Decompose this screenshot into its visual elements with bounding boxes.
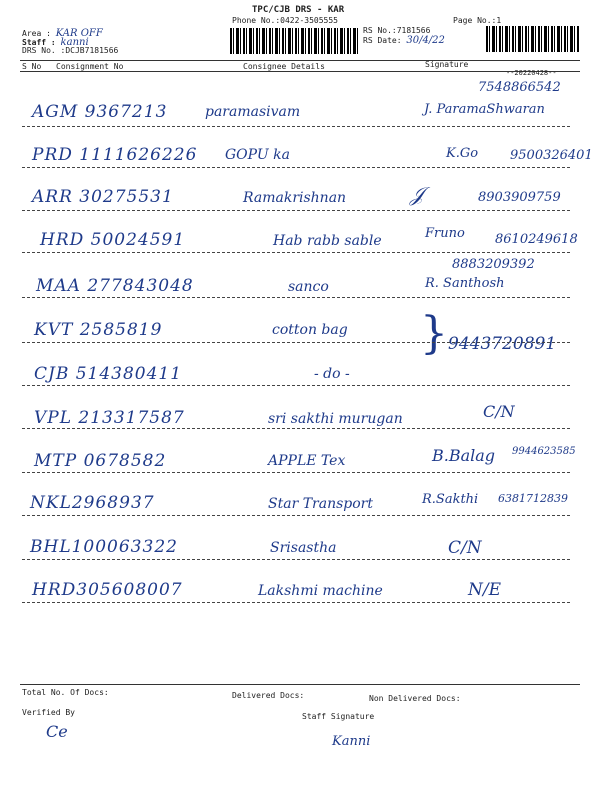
rs-date-value: 30/4/22 bbox=[406, 35, 445, 46]
consignee-name: sri sakthi murugan bbox=[268, 411, 403, 427]
non-delivered-docs-label: Non Delivered Docs: bbox=[369, 694, 461, 703]
consignment-number: ARR 30275531 bbox=[32, 187, 174, 207]
row-rule bbox=[22, 385, 570, 386]
consignment-number: PRD 1111626226 bbox=[32, 145, 198, 165]
row-rule bbox=[22, 559, 570, 560]
column-consignment: Consignment No bbox=[56, 62, 124, 71]
signature-text: N/E bbox=[468, 580, 502, 600]
row-rule bbox=[22, 297, 570, 298]
signature-text: B.Balag bbox=[432, 446, 496, 465]
phone-note: 7548866542 bbox=[478, 80, 561, 95]
rs-date-label: RS Date: bbox=[363, 36, 402, 45]
rs-number-field bbox=[363, 26, 430, 35]
brace-mark: } bbox=[420, 308, 448, 359]
rs-barcode bbox=[486, 26, 580, 52]
column-signature: Signature bbox=[425, 60, 469, 69]
consignment-number: MAA 277843048 bbox=[36, 276, 194, 296]
signature-text: K.Go bbox=[446, 146, 479, 161]
page-label: Page No.: bbox=[453, 16, 497, 25]
rs-date-field bbox=[363, 35, 445, 46]
consignment-number: MTP 0678582 bbox=[34, 451, 167, 471]
signature-text: Fruno bbox=[425, 226, 465, 241]
consignee-name: Ramakrishnan bbox=[243, 190, 347, 206]
phone-note: 8903909759 bbox=[478, 190, 561, 205]
consignee-name: APPLE Tex bbox=[268, 453, 346, 469]
consignee-name: - do - bbox=[314, 366, 350, 382]
column-consignee: Consignee Details bbox=[243, 62, 325, 71]
document-title: TPC/CJB DRS - KAR bbox=[252, 5, 345, 15]
consignee-name: Star Transport bbox=[268, 496, 373, 512]
phone-note: 9944623585 bbox=[512, 446, 576, 457]
phone-line bbox=[232, 16, 338, 25]
area-value: KAR OFF bbox=[55, 28, 103, 39]
consignment-number: AGM 9367213 bbox=[32, 102, 168, 122]
date-stamp: --20220428-- bbox=[506, 69, 557, 77]
delivered-docs-label: Delivered Docs: bbox=[232, 691, 305, 700]
phone-note: 8610249618 bbox=[495, 232, 578, 247]
page-value: 1 bbox=[496, 16, 502, 25]
phone-label: Phone No.: bbox=[232, 16, 281, 25]
consignment-number: HRD305608007 bbox=[32, 580, 183, 600]
drs-number: DCJB7181566 bbox=[65, 46, 119, 55]
staff-label: Staff : bbox=[22, 38, 56, 47]
consignment-number: BHL100063322 bbox=[30, 537, 178, 557]
footer-divider bbox=[20, 684, 580, 685]
rs-no-value: 7181566 bbox=[396, 26, 431, 35]
drs-barcode bbox=[230, 28, 360, 54]
header-divider bbox=[20, 60, 580, 61]
phone-note: 9443720891 bbox=[448, 334, 557, 354]
staff-value: kanni bbox=[60, 37, 89, 48]
row-rule bbox=[22, 210, 570, 211]
phone-note: 8883209392 bbox=[452, 257, 535, 272]
scribble-signature: 𝒥 bbox=[410, 182, 424, 206]
consignee-name: Srisastha bbox=[270, 540, 337, 556]
consignee-name: GOPU ka bbox=[225, 147, 290, 163]
consignee-name: paramasivam bbox=[205, 104, 301, 120]
row-rule bbox=[22, 126, 570, 127]
consignee-name: Hab rabb sable bbox=[273, 233, 382, 249]
consignee-name: cotton bag bbox=[272, 322, 348, 338]
consignment-number: NKL2968937 bbox=[30, 493, 155, 513]
row-rule bbox=[22, 602, 570, 603]
drs-field bbox=[22, 46, 118, 55]
signature-text: R. Santhosh bbox=[425, 276, 505, 291]
page-number bbox=[453, 16, 501, 25]
row-rule bbox=[22, 472, 570, 473]
consignment-number: VPL 213317587 bbox=[34, 408, 185, 428]
rs-no-label: RS No.: bbox=[363, 26, 397, 35]
phone-note: 6381712839 bbox=[498, 492, 568, 505]
verified-by-label: Verified By bbox=[22, 708, 75, 717]
signature-text: C/N bbox=[483, 402, 515, 421]
phone-note: 9500326401 bbox=[510, 148, 593, 163]
staff-signature-label: Staff Signature bbox=[302, 712, 375, 721]
signature-text: R.Sakthi bbox=[422, 492, 479, 507]
row-rule bbox=[22, 342, 570, 343]
verified-signature: Ce bbox=[46, 722, 68, 741]
drs-label: DRS No. : bbox=[22, 46, 66, 55]
total-docs-label: Total No. Of Docs: bbox=[22, 688, 109, 697]
row-rule bbox=[22, 515, 570, 516]
row-rule bbox=[22, 167, 570, 168]
consignment-number: KVT 2585819 bbox=[34, 320, 163, 340]
column-sno: S No bbox=[22, 62, 42, 71]
columns-divider bbox=[20, 71, 580, 72]
signature-text: C/N bbox=[448, 538, 482, 558]
area-label: Area : bbox=[22, 29, 51, 38]
staff-signature: Kanni bbox=[332, 734, 371, 749]
signature-text: J. ParamaShwaran bbox=[424, 102, 545, 117]
consignee-name: Lakshmi machine bbox=[258, 583, 383, 599]
row-rule bbox=[22, 428, 570, 429]
consignee-name: sanco bbox=[288, 279, 329, 295]
consignment-number: CJB 514380411 bbox=[34, 364, 183, 384]
phone-number: 0422-3505555 bbox=[280, 16, 338, 25]
row-rule bbox=[22, 252, 570, 253]
consignment-number: HRD 50024591 bbox=[40, 230, 186, 250]
